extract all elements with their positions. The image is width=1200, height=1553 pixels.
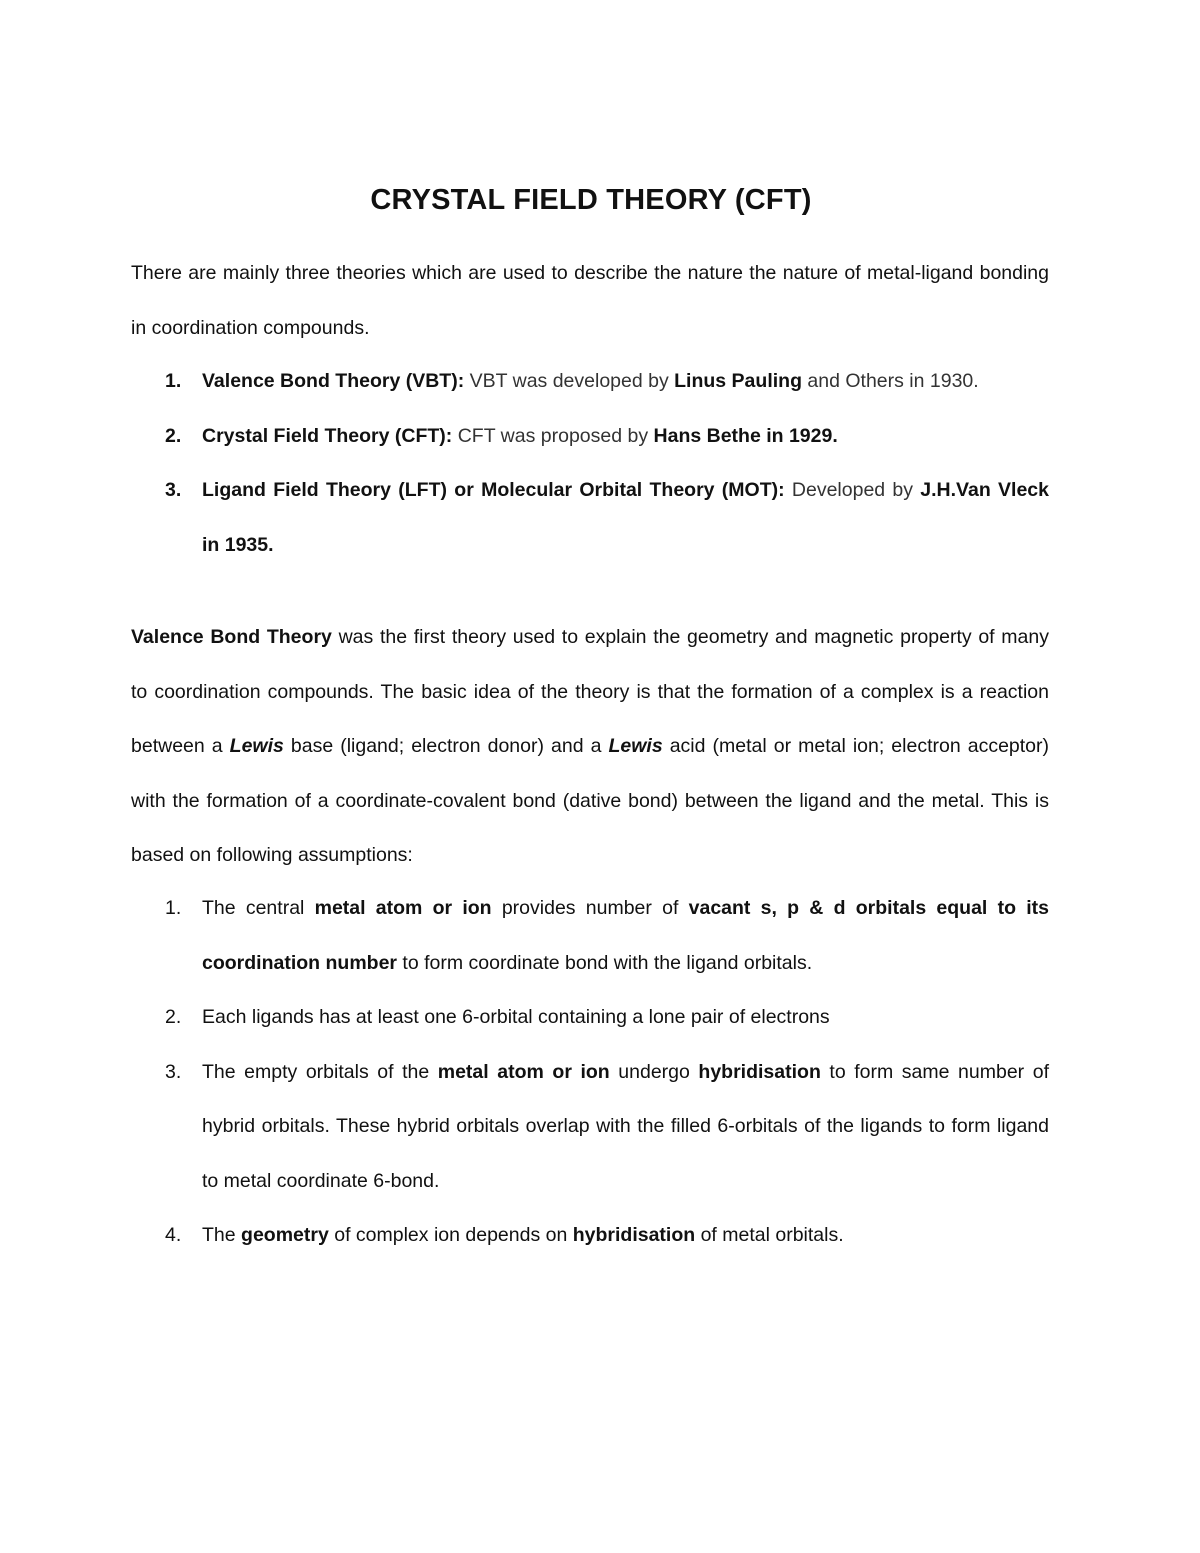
list-number: 3.	[165, 1060, 182, 1083]
vbt-paragraph: Valence Bond Theory was the first theory used to explain the geometry and magnetic property of many to coordination compounds. The basic idea of the theory is that the formation of a complex is a reaction between a Lewis base (ligand; electron donor) and a Lewis acid (metal or metal ion; electron acceptor) with the formation of a coordinate-covalent bond (dative bond) between the ligand and the metal. This is based on following assumptions:	[131, 626, 1050, 866]
list-number: 4.	[165, 1224, 182, 1246]
theory-author: Hans Bethe in 1929.	[653, 424, 838, 447]
list-item: 3. Ligand Field Theory (LFT) or Molecular Orbital Theory (MOT): Developed by J.H.Van Vleck in 1935.	[131, 463, 1049, 572]
theory-author: J.H.Van Vleck in 1935.	[202, 479, 1049, 556]
list-item: 1. The central metal atom or ion provides number of vacant s, p & d orbitals equal to its coordination number to form coordinate bond with the ligand orbitals.	[131, 881, 1049, 990]
list-item: 1. Valence Bond Theory (VBT): VBT was developed by Linus Pauling and Others in 1930.	[131, 354, 1049, 409]
theories-list	[131, 354, 1049, 572]
list-item: 3. The empty orbitals of the metal atom or ion undergo hybridisation to form same number of hybrid orbitals. These hybrid orbitals overlap with the filled 6-orbitals of the ligands to form ligand to metal coordinate 6-bond.	[131, 1045, 1049, 1209]
theory-name: Ligand Field Theory (LFT) or Molecular Orbital Theory (MOT):	[202, 479, 785, 501]
page-title: CRYSTAL FIELD THEORY (CFT)	[370, 184, 812, 216]
vbt-lead: Valence Bond Theory	[131, 626, 332, 648]
list-item: 2. Each ligands has at least one 6-orbital containing a lone pair of electrons	[131, 990, 1049, 1045]
theory-name: Crystal Field Theory (CFT):	[202, 424, 453, 447]
list-item: 2. Crystal Field Theory (CFT): CFT was proposed by Hans Bethe in 1929.	[131, 409, 1049, 464]
list-number: 2.	[165, 424, 182, 447]
lewis-term: Lewis	[608, 735, 663, 757]
theory-name: Valence Bond Theory (VBT):	[202, 370, 465, 392]
list-number: 2.	[165, 1006, 182, 1028]
theory-author: Linus Pauling	[674, 370, 802, 392]
intro-paragraph: There are mainly three theories which are used to describe the nature the nature of metal-ligand bonding in coordination compounds.	[131, 262, 1049, 339]
list-number: 3.	[165, 479, 182, 501]
assumptions-list	[131, 881, 1049, 1263]
list-number: 1.	[165, 897, 182, 919]
lewis-term: Lewis	[229, 735, 284, 757]
list-number: 1.	[165, 370, 182, 392]
list-item: 4. The geometry of complex ion depends on hybridisation of metal orbitals.	[131, 1208, 1049, 1263]
